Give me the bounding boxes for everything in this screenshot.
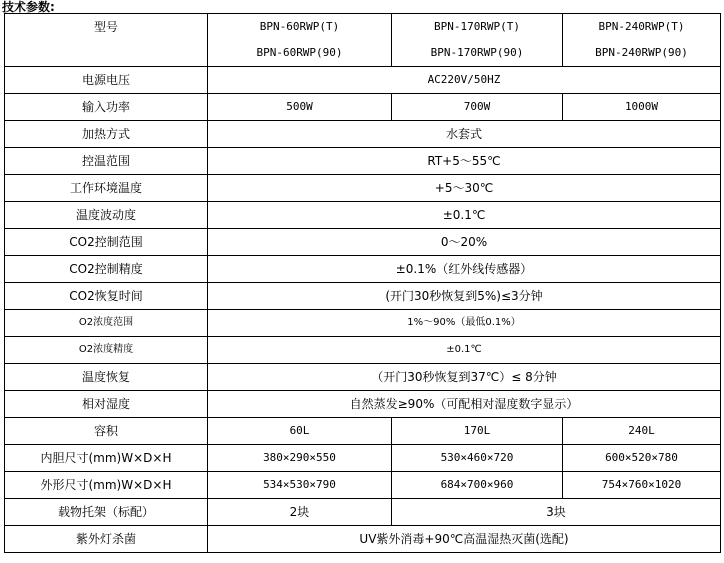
row-value: 1000W bbox=[563, 94, 721, 121]
row-value: (开门30秒恢复到5%)≤3分钟 bbox=[208, 283, 721, 310]
row-label: CO2控制范围 bbox=[5, 229, 208, 256]
row-label: 紫外灯杀菌 bbox=[5, 526, 208, 553]
row-label: O2浓度范围 bbox=[5, 310, 208, 337]
model-cell-240 bbox=[563, 14, 721, 67]
row-value: 754×760×1020 bbox=[563, 472, 721, 499]
row-label: 相对湿度 bbox=[5, 391, 208, 418]
table-row-temp-fluct bbox=[5, 202, 721, 229]
table-row-uv bbox=[5, 526, 721, 553]
row-value: 2块 bbox=[208, 499, 392, 526]
table-row-env-temp bbox=[5, 175, 721, 202]
row-label: 外形尺寸(mm)W×D×H bbox=[5, 472, 208, 499]
table-row-o2-range bbox=[5, 310, 721, 337]
table-row-co2-precision bbox=[5, 256, 721, 283]
row-value: 600×520×780 bbox=[563, 445, 721, 472]
table-row-heating bbox=[5, 121, 721, 148]
table-row-o2-precision bbox=[5, 337, 721, 364]
row-value: 240L bbox=[563, 418, 721, 445]
row-label: 工作环境温度 bbox=[5, 175, 208, 202]
table-row-temp-recovery bbox=[5, 364, 721, 391]
model-name: BPN-240RWP(90) bbox=[595, 46, 688, 59]
model-name: BPN-170RWP(T) bbox=[433, 20, 521, 33]
row-value: 0～20% bbox=[208, 229, 721, 256]
row-value: ±0.1℃ bbox=[208, 337, 721, 364]
model-name: BPN-60RWP(90) bbox=[256, 46, 343, 59]
model-label: 型号 bbox=[5, 14, 208, 67]
table-row-voltage bbox=[5, 67, 721, 94]
model-name: BPN-170RWP(90) bbox=[430, 46, 524, 59]
row-label: 容积 bbox=[5, 418, 208, 445]
row-label: 内胆尺寸(mm)W×D×H bbox=[5, 445, 208, 472]
row-value: 170L bbox=[392, 418, 563, 445]
row-label: 电源电压 bbox=[5, 67, 208, 94]
row-value: 60L bbox=[208, 418, 392, 445]
row-value: 530×460×720 bbox=[392, 445, 563, 472]
table-row-model bbox=[5, 14, 721, 67]
row-value: 3块 bbox=[392, 499, 721, 526]
row-label: CO2控制精度 bbox=[5, 256, 208, 283]
row-label: 加热方式 bbox=[5, 121, 208, 148]
model-name: BPN-60RWP(T) bbox=[259, 20, 340, 33]
row-value: RT+5～55℃ bbox=[208, 148, 721, 175]
table-row-power bbox=[5, 94, 721, 121]
table-row-temp-range bbox=[5, 148, 721, 175]
spec-table bbox=[4, 13, 721, 553]
table-row-co2-recovery bbox=[5, 283, 721, 310]
row-value: 380×290×550 bbox=[208, 445, 392, 472]
row-label: 输入功率 bbox=[5, 94, 208, 121]
row-value: 500W bbox=[208, 94, 392, 121]
table-row-co2-range bbox=[5, 229, 721, 256]
row-label: 载物托架（标配） bbox=[5, 499, 208, 526]
table-row-volume bbox=[5, 418, 721, 445]
row-label: O2浓度精度 bbox=[5, 337, 208, 364]
row-value: 534×530×790 bbox=[208, 472, 392, 499]
row-value: +5～30℃ bbox=[208, 175, 721, 202]
row-label: CO2恢复时间 bbox=[5, 283, 208, 310]
row-label: 温度波动度 bbox=[5, 202, 208, 229]
model-name: BPN-240RWP(T) bbox=[598, 20, 685, 33]
table-row-shelves bbox=[5, 499, 721, 526]
row-value: 水套式 bbox=[208, 121, 721, 148]
row-value: 684×700×960 bbox=[392, 472, 563, 499]
model-cell-170 bbox=[392, 14, 563, 67]
row-label: 控温范围 bbox=[5, 148, 208, 175]
row-value: 自然蒸发≥90%（可配相对湿度数字显示） bbox=[208, 391, 721, 418]
row-value: AC220V/50HZ bbox=[208, 67, 721, 94]
table-row-outer-size bbox=[5, 472, 721, 499]
row-value: （开门30秒恢复到37℃）≤ 8分钟 bbox=[208, 364, 721, 391]
row-value: 1%～90%（最低0.1%） bbox=[208, 310, 721, 337]
row-value: UV紫外消毒+90℃高温湿热灭菌(选配) bbox=[208, 526, 721, 553]
row-value: ±0.1%（红外线传感器） bbox=[208, 256, 721, 283]
page-title: 技术参数: bbox=[2, 0, 55, 14]
row-value: 700W bbox=[392, 94, 563, 121]
model-cell-60 bbox=[208, 14, 392, 67]
table-row-inner-size bbox=[5, 445, 721, 472]
table-row-humidity bbox=[5, 391, 721, 418]
row-label: 温度恢复 bbox=[5, 364, 208, 391]
row-value: ±0.1℃ bbox=[208, 202, 721, 229]
